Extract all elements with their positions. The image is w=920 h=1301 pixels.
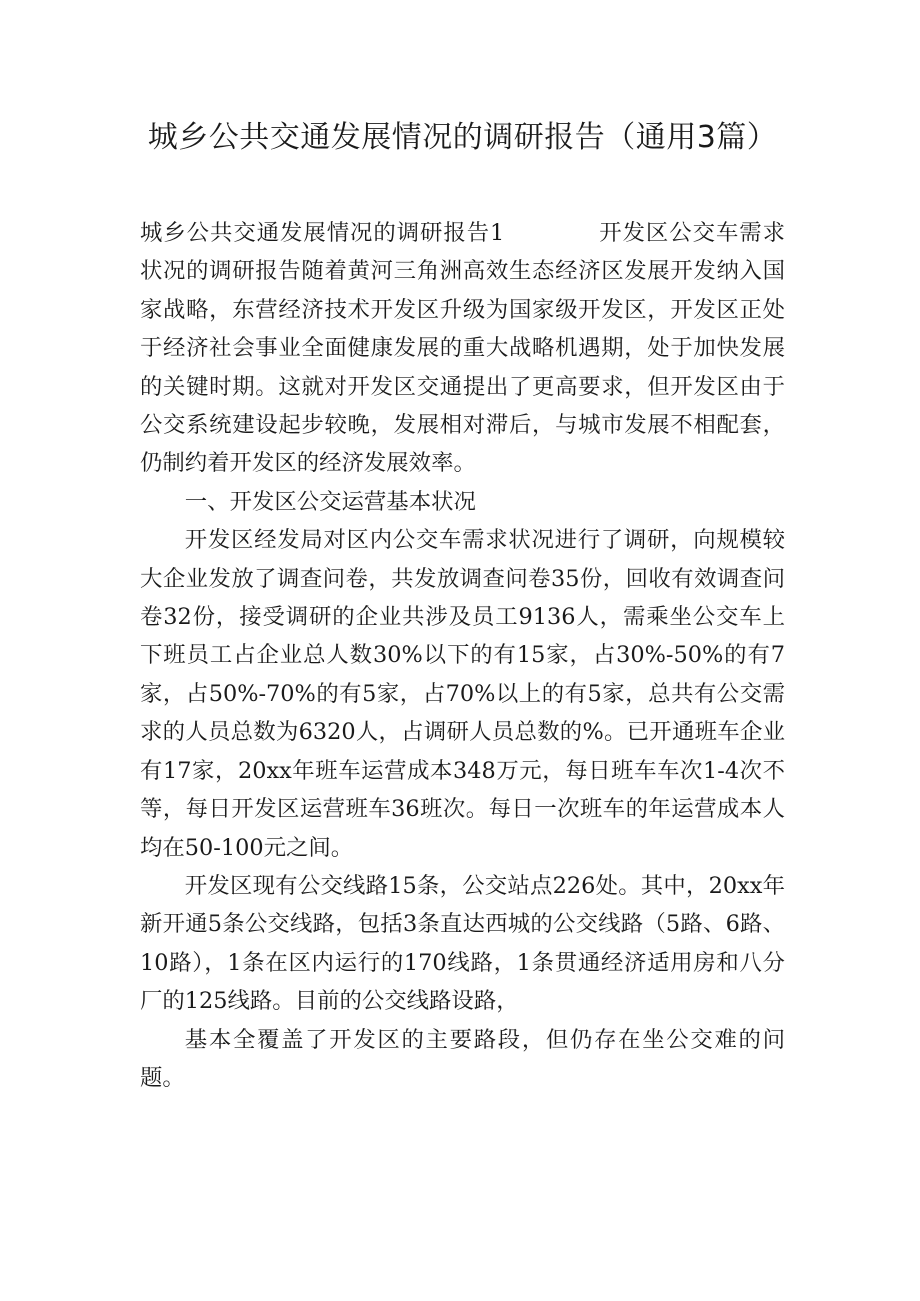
document-title: 城乡公共交通发展情况的调研报告（通用3篇） xyxy=(147,120,778,155)
paragraph-5: 基本全覆盖了开发区的主要路段，但仍存在坐公交难的问题。 xyxy=(140,1026,785,1091)
paragraph-3: 开发区经发局对区内公交车需求状况进行了调研，向规模较大企业发放了调查问卷，共发放调查问卷35份，回收有效调查问卷32份，接受调研的企业共涉及员工9136人，需乘坐公交车上下班员工占企业总人数30%以下的有15家，占30%-50%的有7家，占50%-70%的有5家，占70%以上的有5家，总共有公交需求的人员总数为6320人，占调研人员总数的%。已开通班车企业有17家，20xx年班车运营成本348万元，每日班车车次1-4次不等，每日开发区运营班车36班次。每日一次班车的年运营成本人均在50-100元之间。 xyxy=(140,527,785,861)
paragraph-4: 开发区现有公交线路15条，公交站点226处。其中，20xx年新开通5条公交线路，包括3条直达西城的公交线路（5路、6路、10路），1条在区内运行的170线路，1条贯通经济适用房和八分厂的125线路。目前的公交线路设路， xyxy=(140,872,785,1015)
section-heading-1: 一、开发区公交运营基本状况 xyxy=(184,488,476,515)
paragraph-1-body: 开发区公交车需求状况的调研报告随着黄河三角洲高效生态经济区发展开发纳入国家战略，东营经济技术开发区升级为国家级开发区，开发区正处于经济社会事业全面健康发展的重大战略机遇期，处于加快发展的关键时期。这就对开发区交通提出了更高要求，但开发区由于公交系统建设起步较晚，发展相对滞后，与城市发展不相配套，仍制约着开发区的经济发展效率。 xyxy=(140,220,786,477)
paragraph-1 xyxy=(140,214,785,483)
document-body xyxy=(140,214,785,1097)
paragraph-1-heading: 城乡公共交通发展情况的调研报告1 xyxy=(140,220,505,246)
